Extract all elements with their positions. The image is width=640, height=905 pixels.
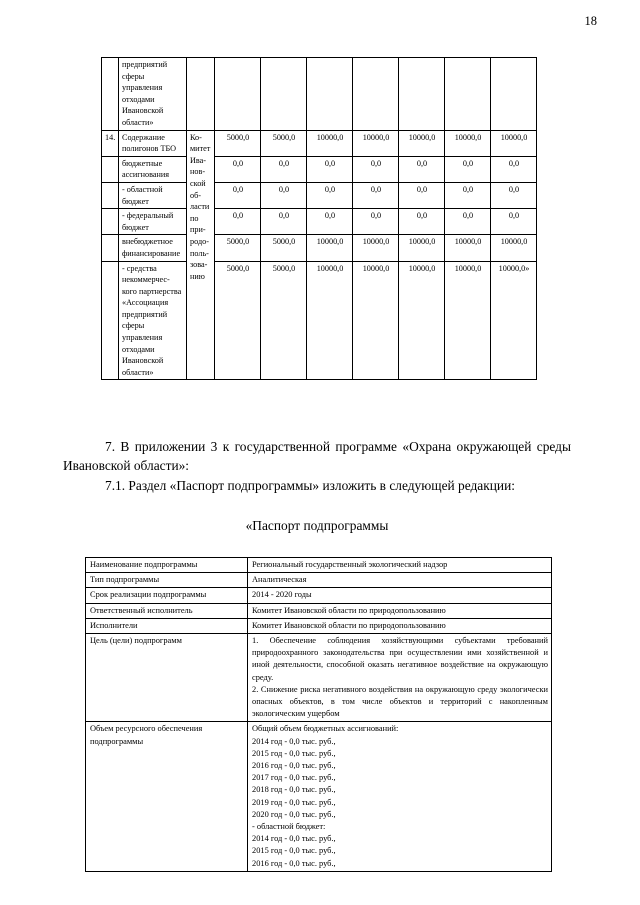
table-row <box>102 182 537 208</box>
value-cell-2020: 10000,0» <box>491 261 537 380</box>
row-name-cell: - областной бюджет <box>119 182 187 208</box>
goal-item-2: 2. Снижение риска негативного воздействия на окружающую среду экологически опасных объектов, в том числе объектов и территорий с накопленным экологическим ущербом <box>252 684 548 719</box>
executor-line: поль- <box>190 248 209 258</box>
executor-line: по <box>190 213 199 223</box>
value-cell-2019: 10000,0 <box>445 261 491 380</box>
executor-line: ской <box>190 178 206 188</box>
value-cell-2014: 0,0 <box>215 182 261 208</box>
passport-key-responsible: Ответственный исполнитель <box>86 603 248 618</box>
passport-key-executors: Исполнители <box>86 618 248 633</box>
table-row <box>86 634 552 722</box>
value-cell-2015 <box>261 58 307 131</box>
value-cell-2019: 0,0 <box>445 182 491 208</box>
passport-value-resources <box>248 722 552 871</box>
value-cell-2020: 0,0 <box>491 182 537 208</box>
passport-key-type: Тип подпрограммы <box>86 573 248 588</box>
passport-value-type: Аналитическая <box>248 573 552 588</box>
passport-value-responsible: Комитет Ивановской области по природопользованию <box>248 603 552 618</box>
value-cell-2016: 0,0 <box>307 156 353 182</box>
row-number-cell <box>102 235 119 261</box>
resources-line: 2016 год - 0,0 тыс. руб., <box>252 761 336 771</box>
value-cell-2018: 10000,0 <box>399 130 445 156</box>
passport-value-goals <box>248 634 552 722</box>
passport-key-term: Срок реализации подпрограммы <box>86 588 248 603</box>
value-cell-2014: 0,0 <box>215 209 261 235</box>
table-row <box>86 573 552 588</box>
value-cell-2016: 10000,0 <box>307 261 353 380</box>
executor-line: Ко- <box>190 132 202 142</box>
value-cell-2015: 5000,0 <box>261 130 307 156</box>
value-cell-2020: 10000,0 <box>491 130 537 156</box>
table-row <box>102 130 537 156</box>
value-cell-2016: 0,0 <box>307 209 353 235</box>
value-cell-2014 <box>215 58 261 131</box>
executor-text <box>190 132 212 283</box>
value-cell-2017: 10000,0 <box>353 235 399 261</box>
value-cell-2019 <box>445 58 491 131</box>
value-cell-2014: 0,0 <box>215 156 261 182</box>
table-row <box>86 558 552 573</box>
resources-heading: Общий объем бюджетных ассигнований: <box>252 724 399 734</box>
executor-line: митет <box>190 144 211 154</box>
resources-line: 2020 год - 0,0 тыс. руб., <box>252 809 336 819</box>
resources-line: - областной бюджет: <box>252 822 326 832</box>
value-cell-2020 <box>491 58 537 131</box>
row-number-cell <box>102 58 119 131</box>
executor-line: зова- <box>190 260 208 270</box>
value-cell-2017: 0,0 <box>353 182 399 208</box>
executor-line: родо- <box>190 236 209 246</box>
value-cell-2014: 5000,0 <box>215 235 261 261</box>
resources-line: 2016 год - 0,0 тыс. руб., <box>252 858 336 868</box>
passport-value-executors: Комитет Ивановской области по природопользованию <box>248 618 552 633</box>
value-cell-2017: 10000,0 <box>353 261 399 380</box>
passport-key-resources: Объем ресурсного обеспечения подпрограммы <box>86 722 248 871</box>
row-number-cell <box>102 209 119 235</box>
passport-key-goals: Цель (цели) подпрограмм <box>86 634 248 722</box>
value-cell-2018: 0,0 <box>399 156 445 182</box>
row-number-cell: 14. <box>102 130 119 156</box>
resources-line-list <box>252 736 548 870</box>
value-cell-2015: 5000,0 <box>261 235 307 261</box>
value-cell-2016: 10000,0 <box>307 235 353 261</box>
table-row <box>86 618 552 633</box>
value-cell-2019: 0,0 <box>445 209 491 235</box>
resources-line: 2014 год - 0,0 тыс. руб., <box>252 736 336 746</box>
table-row <box>102 209 537 235</box>
passport-key-name: Наименование подпрограммы <box>86 558 248 573</box>
value-cell-2014: 5000,0 <box>215 130 261 156</box>
value-cell-2020: 0,0 <box>491 156 537 182</box>
row-executor-cell <box>187 58 215 131</box>
value-cell-2016: 0,0 <box>307 182 353 208</box>
table-row <box>102 261 537 380</box>
executor-line: нию <box>190 271 205 281</box>
value-cell-2017: 0,0 <box>353 209 399 235</box>
row-executor-cell <box>187 130 215 380</box>
resource-allocation-table <box>101 57 537 380</box>
value-cell-2018: 10000,0 <box>399 235 445 261</box>
row-name-cell: бюджетные ассигнования <box>119 156 187 182</box>
row-name-cell: - федеральный бюджет <box>119 209 187 235</box>
value-cell-2018: 0,0 <box>399 182 445 208</box>
table-row <box>102 156 537 182</box>
value-cell-2018: 10000,0 <box>399 261 445 380</box>
executor-line: об- <box>190 190 201 200</box>
row-number-cell <box>102 261 119 380</box>
executor-line: ласти <box>190 202 210 212</box>
value-cell-2016: 10000,0 <box>307 130 353 156</box>
value-cell-2015: 5000,0 <box>261 261 307 380</box>
value-cell-2015: 0,0 <box>261 209 307 235</box>
value-cell-2014: 5000,0 <box>215 261 261 380</box>
executor-line: нов- <box>190 167 206 177</box>
resources-line: 2014 год - 0,0 тыс. руб., <box>252 834 336 844</box>
paragraph-7: 7. В приложении 3 к государственной программе «Охрана окружающей среды Ивановской области»: <box>63 439 571 474</box>
value-cell-2017: 0,0 <box>353 156 399 182</box>
passport-heading: «Паспорт подпрограммы <box>245 518 389 533</box>
value-cell-2015: 0,0 <box>261 156 307 182</box>
goal-item-1: 1. Обеспечение соблюдения хозяйствующими субъектами требований природоохранного законодательства при осуществлении ими хозяйственной и иной деятельности, способной оказать негативное воздействие на окружающую среду. <box>252 636 548 682</box>
row-number-cell <box>102 156 119 182</box>
resources-line: 2019 год - 0,0 тыс. руб., <box>252 797 336 807</box>
table-row <box>86 722 552 871</box>
value-cell-2020: 10000,0 <box>491 235 537 261</box>
row-name-cell: предприятий сферы управления отходами Ивановской области» <box>119 58 187 131</box>
table-row <box>102 235 537 261</box>
resources-line: 2015 год - 0,0 тыс. руб., <box>252 846 336 856</box>
value-cell-2018 <box>399 58 445 131</box>
executor-line: Ива- <box>190 155 207 165</box>
value-cell-2020: 0,0 <box>491 209 537 235</box>
table-row <box>86 603 552 618</box>
value-cell-2017: 10000,0 <box>353 130 399 156</box>
table-row <box>86 588 552 603</box>
paragraph-7-1: 7.1. Раздел «Паспорт подпрограммы» изложить в следующей редакции: <box>105 478 515 493</box>
subprogram-passport-table <box>85 557 552 872</box>
resources-line: 2018 год - 0,0 тыс. руб., <box>252 785 336 795</box>
page-number: 18 <box>584 14 597 28</box>
value-cell-2017 <box>353 58 399 131</box>
value-cell-2019: 10000,0 <box>445 235 491 261</box>
row-name-cell: - средства некоммерчес-кого партнерства «Ассоциация предприятий сферы управления отходами Ивановской области» <box>119 261 187 380</box>
table-row <box>102 58 537 131</box>
row-name-cell: Содержание полигонов ТБО <box>119 130 187 156</box>
value-cell-2019: 0,0 <box>445 156 491 182</box>
value-cell-2016 <box>307 58 353 131</box>
resources-line: 2015 год - 0,0 тыс. руб., <box>252 748 336 758</box>
resources-line: 2017 год - 0,0 тыс. руб., <box>252 773 336 783</box>
row-number-cell <box>102 182 119 208</box>
value-cell-2019: 10000,0 <box>445 130 491 156</box>
row-name-cell: внебюджетное финансирование <box>119 235 187 261</box>
value-cell-2015: 0,0 <box>261 182 307 208</box>
passport-value-name: Региональный государственный экологический надзор <box>248 558 552 573</box>
executor-line: при- <box>190 225 206 235</box>
passport-value-term: 2014 - 2020 годы <box>248 588 552 603</box>
value-cell-2018: 0,0 <box>399 209 445 235</box>
